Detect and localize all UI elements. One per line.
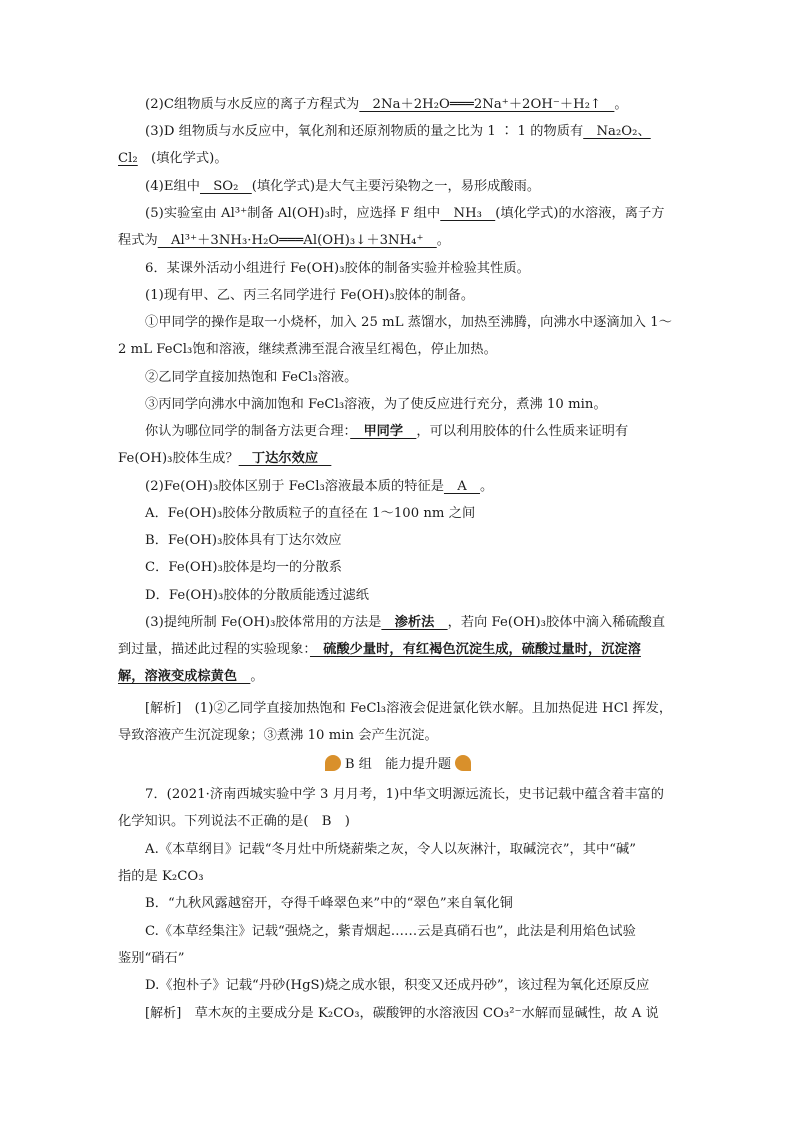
- analysis-1-cont: 导致溶液产生沉淀现象；③煮沸 10 min 会产生沉淀。: [118, 728, 438, 743]
- answer-blank: Al³⁺＋3NH₃·H₂O═══Al(OH)₃↓＋3NH₄⁺: [157, 233, 437, 248]
- text: 你认为哪位同学的制备方法更合理：: [145, 424, 351, 439]
- answer-blank: Na₂O₂、: [583, 124, 651, 139]
- text: 到过量，描述此过程的实验现象：: [118, 642, 310, 657]
- text: 。: [614, 97, 628, 112]
- text: (5)实验室由 Al³⁺制备 Al(OH)₃时，应选择 F 组中: [145, 206, 441, 221]
- answer-5: [118, 201, 705, 227]
- q7-option-b: B．“九秋风露越窑开，夺得千峰翠色来”中的“翠色”来自氧化铜: [145, 896, 513, 911]
- question-6-3: [118, 610, 705, 636]
- text: ，可以利用胶体的什么性质来证明有: [416, 424, 629, 439]
- q7-option-c-cont: 鉴别“硝石”: [118, 951, 185, 966]
- analysis-2: [118, 1001, 705, 1027]
- answer-blank: 2Na＋2H₂O═══2Na⁺＋2OH⁻＋H₂↑: [359, 97, 615, 112]
- option-a: A．Fe(OH)₃胶体分散质粒子的直径在 1～100 nm 之间: [145, 506, 476, 521]
- text: 。: [250, 669, 264, 684]
- quote-close-icon: [455, 755, 471, 771]
- answer-blank: 丁达尔效应: [238, 451, 332, 466]
- option-d: D．Fe(OH)₃胶体的分散质能透过滤纸: [145, 588, 369, 603]
- banner-label: B 组 能力提升题: [344, 757, 452, 772]
- question-6-1: (1)现有甲、乙、丙三名同学进行 Fe(OH)₃胶体的制备。: [145, 288, 475, 303]
- text: (填化学式)的水溶液，离子方: [495, 206, 665, 221]
- answer-3-cont: [118, 146, 678, 172]
- question-6-3-cont2: [118, 664, 678, 690]
- step-a: ①甲同学的操作是取一小烧杯，加入 25 mL 蒸馏水，加热至沸腾，向沸水中逐滴加入 1～: [145, 315, 672, 330]
- answer-blank: Cl₂: [118, 151, 138, 166]
- q7-option-c: C.《本草经集注》记载“强烧之，紫青烟起……云是真硝石也”，此法是利用焰色试验: [145, 924, 636, 939]
- answer-blank: SO₂: [199, 179, 252, 194]
- text: (2)Fe(OH)₃胶体区别于 FeCl₃溶液最本质的特征是: [145, 479, 444, 494]
- text: 程式为: [118, 233, 158, 248]
- option-c: C．Fe(OH)₃胶体是均一的分散系: [145, 560, 342, 575]
- text: Fe(OH)₃胶体生成？: [118, 451, 239, 466]
- answer-blank: 硫酸少量时，有红褐色沉淀生成，硫酸过量时，沉淀溶: [309, 642, 641, 657]
- step-a-cont: 2 mL FeCl₃饱和溶液，继续煮沸至混合液呈红褐色，停止加热。: [118, 342, 497, 357]
- text: (3)D 组物质与水反应中，氧化剂和还原剂物质的量之比为 1 ∶ 1 的物质有: [145, 124, 584, 139]
- answer-blank: 渗析法: [381, 615, 448, 630]
- text: (3)提纯所制 Fe(OH)₃胶体常用的方法是: [145, 615, 382, 630]
- question-7-cont: 化学知识。下列说法不正确的是( B ): [118, 814, 350, 829]
- text: 草木灰的主要成分是 K₂CO₃，碳酸钾的水溶液因 CO₃²⁻水解而显碱性，故 A 说: [181, 1006, 659, 1021]
- question-6-3-cont: [118, 637, 678, 663]
- answer-5-cont: [118, 228, 678, 254]
- answer-blank: 解，溶液变成棕黄色: [118, 669, 251, 684]
- text: (4)E组中: [145, 179, 200, 194]
- section-banner: [318, 752, 478, 778]
- option-b: B．Fe(OH)₃胶体具有丁达尔效应: [145, 533, 342, 548]
- text: (2)C组物质与水反应的离子方程式为: [145, 97, 360, 112]
- analysis-tag: [解析]: [145, 701, 182, 716]
- answer-blank: NH₃: [440, 206, 496, 221]
- text: (填化学式)是大气主要污染物之一，易形成酸雨。: [251, 179, 541, 194]
- q7-option-a-cont: 指的是 K₂CO₃: [118, 869, 204, 884]
- text: 。: [480, 479, 494, 494]
- question-7: 7．(2021·济南西城实验中学 3 月月考，1)中华文明源远流长，史书记载中蕴含着丰富的: [145, 787, 665, 802]
- text: ，若向 Fe(OH)₃胶体中滴入稀硫酸直: [447, 615, 666, 630]
- question-6: 6．某课外活动小组进行 Fe(OH)₃胶体的制备实验并检验其性质。: [145, 261, 530, 276]
- text: 。: [436, 233, 450, 248]
- q7-option-a: A.《本草纲目》记载“冬月灶中所烧薪柴之灰，令人以灰淋汁，取碱浣衣”，其中“碱”: [145, 842, 637, 857]
- answer-2: [118, 92, 705, 118]
- answer-blank: 甲同学: [350, 424, 417, 439]
- answer-3: [118, 119, 705, 145]
- question-6-1-ask-cont: [118, 446, 678, 472]
- answer-4: [118, 174, 705, 200]
- question-6-1-ask: [118, 419, 705, 445]
- quote-open-icon: [325, 755, 341, 771]
- text: (填化学式)。: [151, 151, 228, 166]
- question-6-2: [118, 474, 705, 500]
- analysis-1: [118, 696, 705, 722]
- step-c: ③丙同学向沸水中滴加饱和 FeCl₃溶液，为了使反应进行充分，煮沸 10 min。: [145, 397, 607, 412]
- analysis-tag: [解析]: [145, 1006, 182, 1021]
- text: (1)②乙同学直接加热饱和 FeCl₃溶液会促进氯化铁水解。且加热促进 HCl 挥发，: [181, 701, 673, 716]
- q7-option-d: D.《抱朴子》记载“丹砂(HgS)烧之成水银，积变又还成丹砂”，该过程为氧化还原反应: [145, 978, 650, 993]
- step-b: ②乙同学直接加热饱和 FeCl₃溶液。: [145, 370, 358, 385]
- answer-blank: A: [443, 479, 481, 494]
